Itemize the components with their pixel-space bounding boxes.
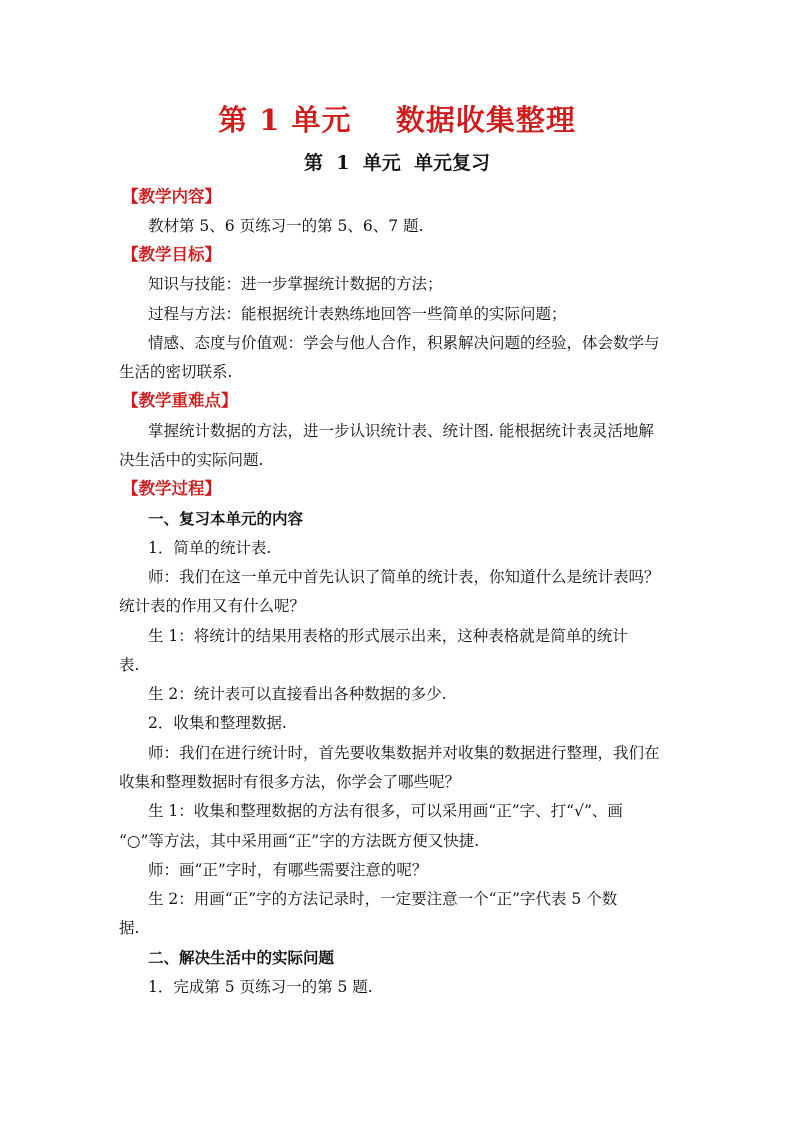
key-points-line1: 掌握统计数据的方法，进一步认识统计表、统计图. 能根据统计表灵活地解 — [148, 422, 654, 440]
teacher1-line1: 师：我们在这一单元中首先认识了简单的统计表，你知道什么是统计表吗？ — [148, 568, 660, 586]
goal-knowledge: 知识与技能：进一步掌握统计数据的方法； — [148, 275, 443, 293]
teacher1-line2: 统计表的作用又有什么呢？ — [119, 597, 306, 615]
key-points-line2: 决生活中的实际问题. — [119, 451, 264, 469]
part1-title: 一、复习本单元的内容 — [148, 509, 304, 528]
content-text: 教材第 5、6 页练习一的第 5、6、7 题. — [148, 217, 424, 235]
section-heading-goals: 【教学目标】 — [122, 245, 221, 264]
student3-line1: 生 1：收集和整理数据的方法有很多，可以采用画“正”字、打“√”、画 — [148, 802, 623, 820]
page-title: 第 1 单元 数据收集整理 — [218, 103, 576, 137]
page-subtitle: 第 1 单元 单元复习 — [304, 152, 490, 174]
student4-line2: 据. — [119, 919, 140, 937]
student3-line2: “○”等方法，其中采用画“正”字的方法既方便又快捷. — [119, 832, 480, 850]
process-item1: 1．简单的统计表. — [148, 539, 272, 557]
section-heading-content: 【教学内容】 — [122, 187, 221, 206]
teacher2-line1: 师：我们在进行统计时，首先要收集数据并对收集的数据进行整理，我们在 — [148, 744, 660, 762]
section-heading-key-points: 【教学重难点】 — [122, 391, 238, 410]
goal-emotion-line1: 情感、态度与价值观：学会与他人合作，积累解决问题的经验，体会数学与 — [148, 334, 660, 352]
process-item2: 2．收集和整理数据. — [148, 714, 287, 732]
goal-process: 过程与方法：能根据统计表熟练地回答一些简单的实际问题； — [148, 305, 567, 323]
student2: 生 2：统计表可以直接看出各种数据的多少. — [148, 685, 447, 703]
student1-line1: 生 1：将统计的结果用表格的形式展示出来，这种表格就是简单的统计 — [148, 627, 628, 645]
student1-line2: 表. — [119, 656, 140, 674]
part2-title: 二、解决生活中的实际问题 — [148, 948, 335, 967]
goal-emotion-line2: 生活的密切联系. — [119, 363, 233, 381]
section-heading-process: 【教学过程】 — [122, 479, 221, 498]
teacher2-line2: 收集和整理数据时有很多方法，你学会了哪些呢？ — [119, 773, 461, 791]
student4-line1: 生 2：用画“正”字的方法记录时，一定要注意一个“正”字代表 5 个数 — [148, 890, 618, 908]
process-item3: 1．完成第 5 页练习一的第 5 题. — [148, 978, 373, 996]
teacher3: 师：画“正”字时，有哪些需要注意的呢？ — [148, 861, 428, 879]
